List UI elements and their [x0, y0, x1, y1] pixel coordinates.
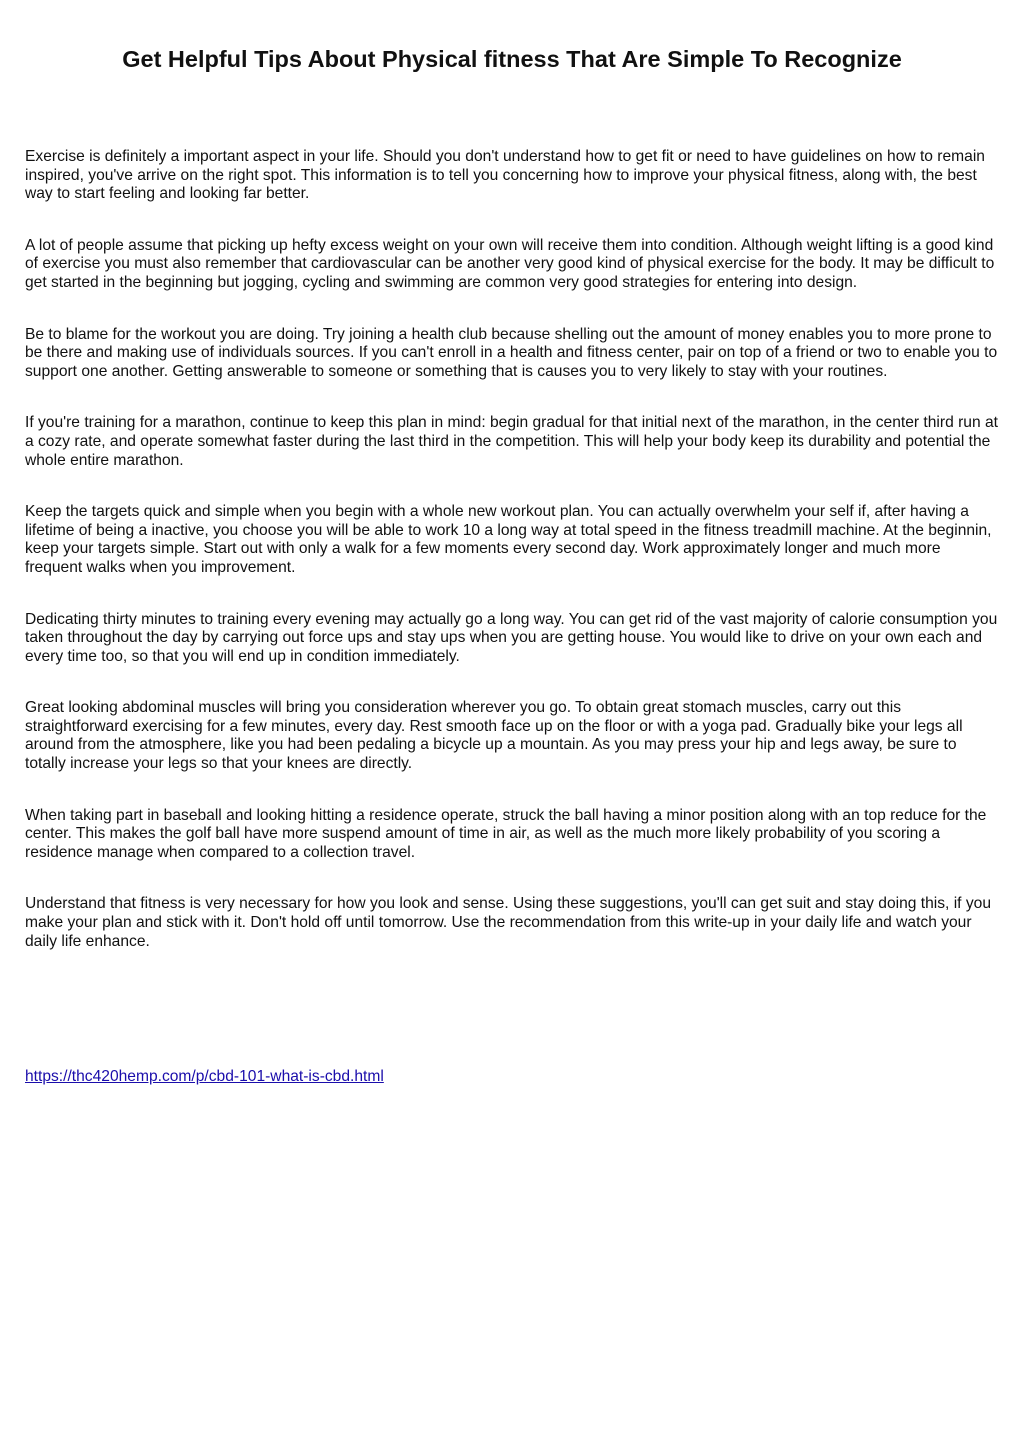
- paragraph-6: Dedicating thirty minutes to training every evening may actually go a long way. You can get rid of the vast majority of calorie consumption you taken throughout the day by carrying out force ups and stay ups when you are getting house. You would like to drive on your own each and every time too, so that you will end up in condition immediately.: [25, 610, 998, 665]
- page-title: Get Helpful Tips About Physical fitness That Are Simple To Recognize: [122, 46, 902, 72]
- paragraph-9: Understand that fitness is very necessary for how you look and sense. Using these suggestions, you'll can get suit and stay doing this, if you make your plan and stick with it. Don't hold off until tomorrow. Use the recommendation from this write-up in your daily life and watch your daily life enhance.: [25, 895, 991, 950]
- paragraph-2: A lot of people assume that picking up hefty excess weight on your own will receive them into condition. Although weight lifting is a good kind of exercise you must also remember that cardiovascular can be another very good kind of physical exercise for the body. It may be difficult to get started in the beginning but jogging, cycling and swimming are common very good strategies for entering into design.: [25, 236, 995, 291]
- paragraph-5: Keep the targets quick and simple when you begin with a whole new workout plan. You can actually overwhelm your self if, after having a lifetime of being a inactive, you choose you will be able to work 10 a long way at total speed in the fitness treadmill machine. At the beginnin, keep your targets simple. Start out with only a walk for a few moments every second day. Work approximately longer and much more frequent walks when you improvement.: [25, 503, 992, 576]
- paragraph-7: Great looking abdominal muscles will bring you consideration wherever you go. To obtain great stomach muscles, carry out this straightforward exercising for a few minutes, every day. Rest smooth face up on the floor or with a yoga pad. Gradually bike your legs all around from the atmosphere, like you had been pedaling a bicycle up a mountain. As you may press your hip and legs away, be sure to totally increase your legs so that your knees are directly.: [25, 699, 963, 773]
- article-body: [25, 148, 1000, 984]
- link-container: [25, 1068, 384, 1087]
- paragraph-1: Exercise is definitely a important aspect in your life. Should you don't understand how to get fit or need to have guidelines on how to remain inspired, you've arrive on the right spot. This information is to tell you concerning how to improve your physical fitness, along with, the best way to start feeling and looking far better.: [25, 148, 985, 203]
- source-link[interactable]: https://thc420hemp.com/p/cbd-101-what-is-cbd.html: [25, 1068, 384, 1085]
- paragraph-3: Be to blame for the workout you are doing. Try joining a health club because shelling out the amount of money enables you to more prone to be there and making use of individuals sources. If you can't enroll in a health and fitness center, pair on top of a friend or two to enable you to support one another. Getting answerable to someone or something that is causes you to very likely to stay with your routines.: [25, 325, 998, 380]
- paragraph-8: When taking part in baseball and looking hitting a residence operate, struck the ball having a minor position along with an top reduce for the center. This makes the golf ball have more suspend amount of time in air, as well as the much more likely probability of you scoring a residence manage when compared to a collection travel.: [25, 806, 987, 861]
- paragraph-4: If you're training for a marathon, continue to keep this plan in mind: begin gradual for that initial next of the marathon, in the center third run at a cozy rate, and operate somewhat faster during the last third in the competition. This will help your body keep its durability and potential the whole entire marathon.: [25, 414, 998, 469]
